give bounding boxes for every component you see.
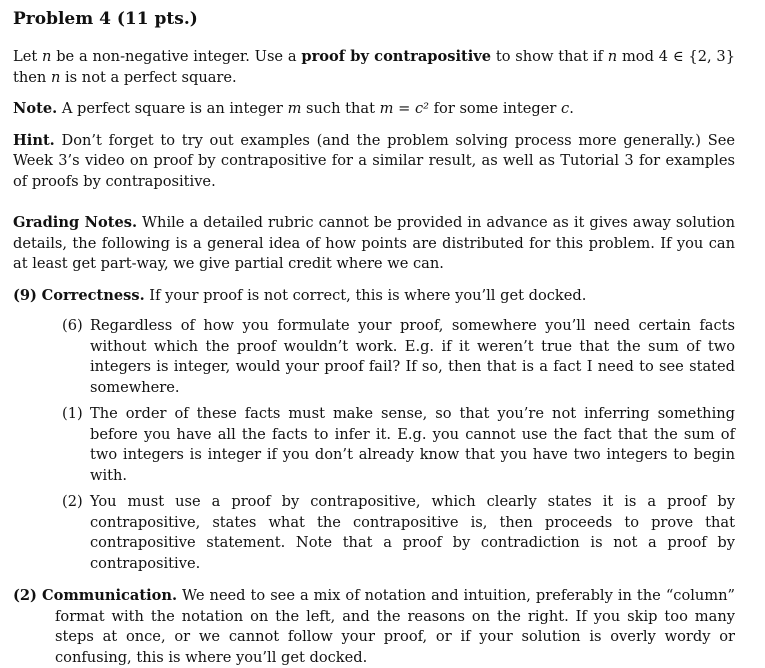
- rubric-item: [62, 492, 735, 574]
- communication-label: Communication.: [41, 587, 178, 604]
- grading-notes-text: While a detailed rubric cannot be provided in advance as it gives away solution details, the following is a general idea of how points are distributed for this problem. If you can at least get part-way, we give partial credit where we can.: [13, 214, 735, 272]
- rubric-item-text: The order of these facts must make sense, so that you’re not inferring something before you have all the facts to infer it. E.g. you cannot use the fact that the sum of two integers is integer if you don’t already know that you have two integers to begin with.: [90, 405, 735, 484]
- note-label: Note.: [13, 100, 58, 117]
- statement-text: be a non-negative integer. Use a: [51, 48, 302, 65]
- statement-emphasis: proof by contrapositive: [301, 48, 492, 65]
- correctness-heading: [13, 286, 735, 307]
- math-equation: m = c²: [379, 100, 429, 117]
- correctness-section: [13, 286, 735, 307]
- rubric-item-points: (6): [62, 317, 83, 334]
- note-text: A perfect square is an integer: [57, 100, 288, 117]
- rubric-item-points: (1): [62, 405, 83, 422]
- hint-paragraph: [13, 131, 735, 193]
- math-n: n: [42, 48, 52, 65]
- communication-text: We need to see a mix of notation and intuition, preferably in the “column” format with the notation on the left, and the reasons on the right. If you skip too many steps at once, or we cannot follow your proof, or if your solution is overly wordy or confusing, this is where you’ll get docked.: [55, 587, 736, 666]
- problem-statement: [13, 47, 735, 88]
- math-c: c: [561, 100, 570, 117]
- note-text: such that: [301, 100, 380, 117]
- statement-text: is not a perfect square.: [60, 68, 237, 86]
- math-m: m: [287, 100, 302, 117]
- communication-section: [13, 586, 735, 668]
- statement-text: mod 4 ∈ {2, 3} then: [13, 48, 735, 86]
- grading-notes-paragraph: [13, 213, 735, 275]
- problem-title: Problem 4 (11 pts.): [13, 9, 198, 29]
- statement-text: to show that if: [491, 48, 608, 65]
- rubric-item: [62, 316, 735, 398]
- math-n: n: [50, 68, 61, 86]
- math-n: n: [607, 48, 618, 65]
- correctness-label: Correctness.: [41, 286, 145, 304]
- correctness-text: If your proof is not correct, this is where you’ll get docked.: [144, 286, 587, 304]
- hint-label: Hint.: [13, 131, 55, 149]
- rubric-item-points: (2): [62, 493, 83, 510]
- rubric-item: [62, 404, 735, 486]
- rubric-item-text: Regardless of how you formulate your proof, somewhere you’ll need certain facts without which the proof wouldn’t work. E.g. if it weren’t true that the sum of two integers is integer, would your proof fail? If so, then that is a fact I need to see stated somewhere.: [90, 317, 735, 396]
- grading-notes-label: Grading Notes.: [13, 214, 138, 231]
- statement-text: Let: [13, 48, 42, 65]
- rubric-item-text: You must use a proof by contrapositive, which clearly states it is a proof by contrapositive, states what the contrapositive is, then proceeds to prove that contrapositive statement. Note that a proof by contradiction is not a proof by contrapositive.: [90, 493, 735, 572]
- hint-text: Don’t forget to try out examples (and the problem solving process more generally.) See Week 3’s video on proof by contrapositive for a similar result, as well as Tutorial 3 for examples of proofs by contrapositive.: [13, 131, 735, 190]
- correctness-points: (9): [13, 286, 37, 304]
- note-paragraph: [13, 99, 735, 120]
- communication-points: (2): [13, 587, 37, 604]
- note-text: for some integer: [429, 100, 561, 117]
- note-text: .: [569, 100, 574, 117]
